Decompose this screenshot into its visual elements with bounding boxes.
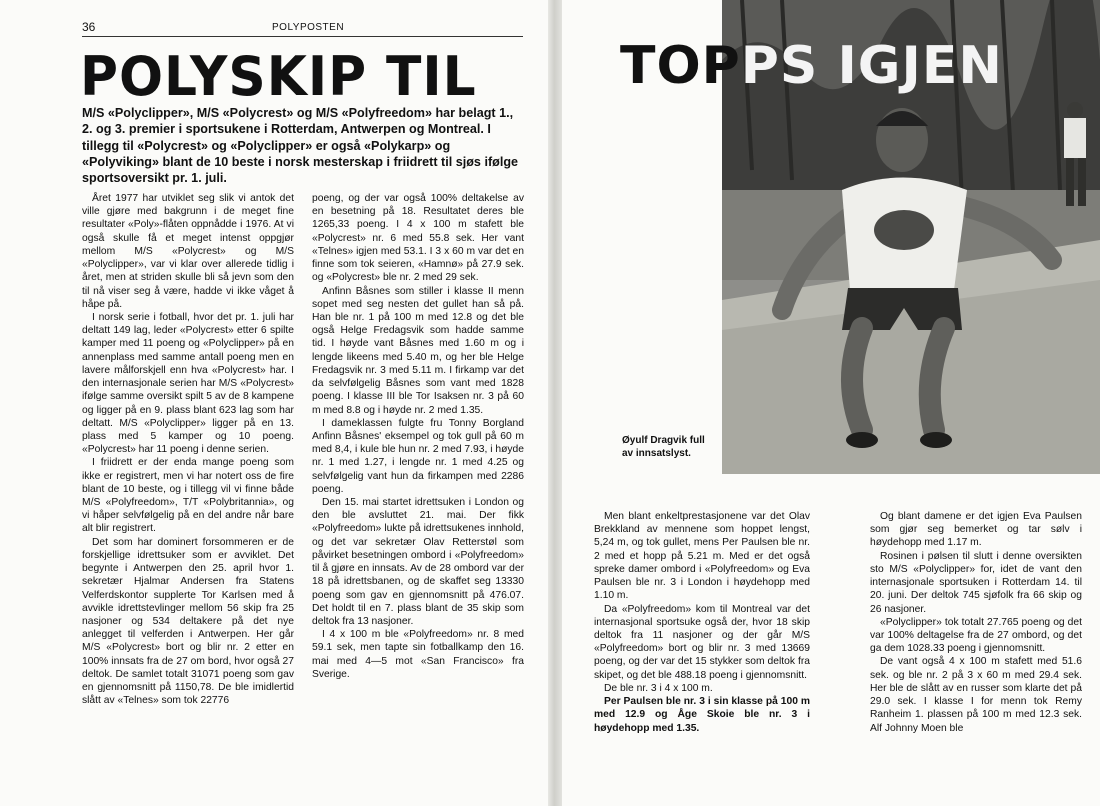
- running-head: POLYPOSTEN: [272, 22, 345, 33]
- paragraph: Per Paulsen ble nr. 3 i sin klasse på 100 m med 12.9 og Åge Skoie ble nr. 3 i høydehopp med 1.35.: [594, 696, 810, 734]
- paragraph: I norsk serie i fotball, hvor det pr. 1. juli har deltatt 149 lag, leder «Polycrest» etter 6 spilte kamper med 11 poeng og «Polyclipper» på en annenplass med samme antall poeng men en lavere målforskjell enn hva «Polycrest» har. I den internasjonale serien har M/S «Polycrest» ifølge samme oversikt spilt 5 av de 8 kampene og ligger på en 9. plass blant 623 lag som har deltatt. M/S «Polyclipper» ligger på en 13. plass med 5 kamper og 10 poeng. «Polycrest» har 11 poeng i denne serien.: [82, 311, 294, 456]
- lede-paragraph: M/S «Polyclipper», M/S «Polycrest» og M/S «Polyfreedom» har belagt 1., 2. og 3. premier i sportsukene i Rotterdam, Antwerpen og Montreal. I tillegg til «Polycrest» og «Polyclipper» er også «Polykarp» og «Polyviking» blant de 10 beste i norsk mesterskap i friidrett til sjøs ifølge sportsoversikt pr. 1. juli.: [82, 106, 519, 186]
- page-gutter: [548, 0, 562, 806]
- photo-caption: Øyulf Dragvik full av innsatslyst.: [622, 435, 705, 459]
- page-number: 36: [82, 20, 96, 34]
- paragraph: De ble nr. 3 i 4 x 100 m.: [604, 682, 713, 694]
- paragraph: Da «Polyfreedom» kom til Montreal var det internasjonal sportsuke også der, hvor 18 skip deltok fra 11 nasjoner og der går M/S «Polyfreedom» bort og blir nr. 3 med 13669 poeng, og der var det 15 stykker som deltok fra skipet, og det ble 488.18 poeng i gjennomsnitt.: [594, 603, 810, 681]
- paragraph: Anfinn Båsnes som stiller i klasse II menn sopet med seg nesten det gullet han så på. Han ble nr. 1 på 100 m med 12.8 og det ble også Helge Fredagsvik som hadde samme tid. I høyde vant Båsnes med 1.60 m og i lengde likeens med 5.40 m, og her ble Helge Fredagsvik nr. 3 med 5.11 m. I firkamp var det da selvfølgelig Båsnes som vant med 1828 poeng. I klasse III ble Tor Isaksen nr. 3 på 60 m med 8.8 og i høyde nr. 2 med 1.35.: [312, 285, 524, 416]
- header-rule: [82, 36, 523, 37]
- paragraph: Den 15. mai startet idrettsuken i London og den ble avsluttet 21. mai. Der fikk «Polyfreedom» lukte på idrettsukenes innhold, og det var sekretær Olav Retterstøl som påvirket besetningen ombord i «Polyfreedom» til å gjøre en innsats. Av de 28 ombord var der 18 på idrettsbanen, og de skaffet seg 13330 poeng som gav en gjennomsnitt på 476.07. Det holdt til en 7. plass blant de 35 skip som deltok fra 13 nasjoner.: [312, 497, 524, 627]
- paragraph: Og blant damene er det igjen Eva Paulsen som gjør seg bemerket og tar sølv i høydehopp med 1.17 m.: [870, 511, 1082, 549]
- paragraph: Rosinen i pølsen til slutt i denne oversikten sto M/S «Polyclipper» for, idet de vant den internasjonale sportsuken i Rotterdam 14. til 20. juni. Der deltok 745 sjøfolk fra 66 skip og 26 nasjoner.: [870, 550, 1082, 615]
- paragraph: I 4 x 100 m ble «Polyfreedom» nr. 8 med 59.1 sek, men tapte sin fotballkamp den 16. mai med 4—5 mot «San Francisco» fra Sverige.: [312, 629, 524, 680]
- right-column-1: [594, 510, 810, 735]
- paragraph: «Polyclipper» tok totalt 27.765 poeng og det var 100% deltagelse fra de 27 ombord, og det ga dem 1028.33 poeng i gjennomsnitt.: [870, 616, 1082, 655]
- paragraph: I dameklassen fulgte fru Tonny Borgland Anfinn Båsnes' eksempel og tok gull på 60 m med 8,4, i kule ble hun nr. 2 med 7.93, i høyde nr. 1 med 1.27, i lengde nr. 1 med 4.25 og selvfølgelig vant hun da firkampen med 2286 poeng.: [312, 417, 524, 495]
- left-column-1: [82, 192, 294, 708]
- headline-left: POLYSKIP TIL: [80, 45, 477, 108]
- headline-right-on-photo: PS IGJEN: [740, 36, 1003, 96]
- paragraph: Men blant enkeltprestasjonene var det Olav Brekkland av mennene som hoppet lengst, 5,24 m, og tok gullet, mens Per Paulsen ble nr. 2 med et hopp på 5.21 m. Med er det også spreke damer ombord i «Polyfreedom» og Eva Paulsen ble nr. 3 i London i høydehopp med 1.10 m.: [594, 511, 810, 602]
- paragraph: I friidrett er der enda mange poeng som ikke er registrert, men vi har notert oss de fire blant de 10 beste, og i tillegg vil vi finne både M/S «Polyfreedom», T/T «Polybritannia», og vi håper selvfølgelig på en del andre når bare alt blir registrert.: [82, 457, 294, 535]
- paragraph: poeng, og der var også 100% deltakelse av en besetning på 18. Resultatet deres ble 1265,33 poeng. I 4 x 100 m stafett ble «Polycrest» nr. 6 med 55.8 sek. Her vant «Telnes» igjen med 53.1. I 3 x 60 m var det en finne som tok seieren, «Hamnø» på 27.9 sek. og «Polycrest» ble nr. 2 med 29 sek.: [312, 193, 524, 284]
- paragraph: Året 1977 har utviklet seg slik vi antok det ville gjøre med bakgrunn i de meget fine resultater «Poly»-flåten oppnådde i 1976. At vi også skulle få et meget intenst oppgjør mellom M/S «Polycrest» og M/S «Polyclipper», var vi klar over allerede tidlig i året, men at striden skulle bli så jevn som den til nå viser seg å være, hadde vi ikke våget å håpe på.: [82, 193, 294, 310]
- left-column-2: [312, 192, 524, 681]
- right-column-2: [870, 510, 1082, 735]
- paragraph: Det som har dominert forsommeren er de forskjellige idrettsuker som er avviklet. Det begynte i Antwerpen den 25. april hvor 1. sekretær Hjalmar Andersen fra Statens Velferdskontor supplerte Tor Karlsen med å avvikle idrettstevlinger mellom 56 skip fra 25 nasjoner og 534 deltakere på det nye anlegget til velferden i Antwerpen. Her går M/S «Polycrest» bort og blir nr. 2 etter en 100% innsats fra de 27 om bord, hvor også 27 deltok. De samlet totalt 31071 poeng som gav en gjennomsnitt på 1150,78. De ble imidlertid slått av «Telnes» som tok 22776: [82, 536, 294, 707]
- headline-right: [620, 36, 1003, 96]
- paragraph: De vant også 4 x 100 m stafett med 51.6 sek. og ble nr. 2 på 3 x 60 m med 29.4 sek. Her ble de slått av en russer som klarte det på 29.0 sek. I klasse I for menn tok Remy Ranheim 1. plassen på 100 m med 12.3 sek. Alf Johnny Moen ble: [870, 656, 1082, 734]
- headline-right-dark: TOP: [620, 36, 741, 96]
